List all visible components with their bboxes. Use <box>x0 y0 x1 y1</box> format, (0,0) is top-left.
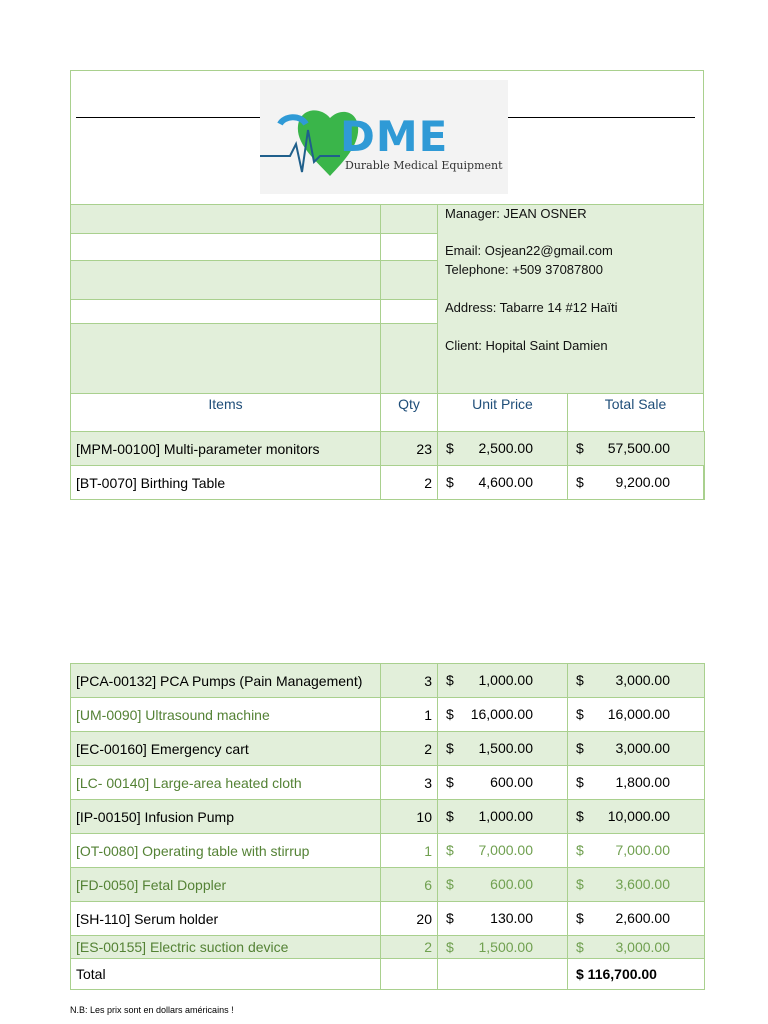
items-table-page1 <box>70 431 705 500</box>
blank-cell-5 <box>380 323 438 394</box>
item-name: [BT-0070] Birthing Table <box>71 466 381 500</box>
item-total <box>568 664 705 698</box>
currency-symbol: $ <box>446 440 454 456</box>
total-value: 1,800.00 <box>615 774 670 790</box>
currency-symbol: $ <box>576 774 584 790</box>
item-total <box>568 466 705 500</box>
item-unit-price <box>438 466 568 500</box>
address-text: Address: Tabarre 14 #12 Haïti <box>445 300 618 315</box>
currency-symbol: $ <box>446 842 454 858</box>
item-qty: 1 <box>381 698 438 732</box>
unit-price-value: 16,000.00 <box>470 706 533 722</box>
blank-cell-2 <box>380 233 438 261</box>
table-row <box>71 466 705 500</box>
item-qty: 1 <box>381 834 438 868</box>
item-name: [SH-110] Serum holder <box>71 902 381 936</box>
unit-price-value: 2,500.00 <box>478 440 533 456</box>
item-unit-price <box>438 936 568 959</box>
header-items: Items <box>208 396 243 412</box>
item-qty: 20 <box>381 902 438 936</box>
total-row <box>71 959 705 990</box>
item-unit-price <box>438 902 568 936</box>
item-total <box>568 766 705 800</box>
table-row <box>71 868 705 902</box>
header-qty: Qty <box>398 396 420 412</box>
item-qty: 23 <box>381 432 438 466</box>
total-label: Total <box>71 959 381 990</box>
client-text: Client: Hopital Saint Damien <box>445 338 608 353</box>
item-name: [IP-00150] Infusion Pump <box>71 800 381 834</box>
blank-row-2 <box>70 233 381 261</box>
item-unit-price <box>438 732 568 766</box>
telephone-text: Telephone: +509 37087800 <box>445 262 603 277</box>
total-value: 9,200.00 <box>615 474 670 490</box>
currency-symbol: $ <box>576 842 584 858</box>
unit-price-value: 600.00 <box>490 774 533 790</box>
item-total <box>568 902 705 936</box>
currency-symbol: $ <box>446 808 454 824</box>
brand-tagline: Durable Medical Equipment <box>345 159 503 172</box>
currency-symbol: $ <box>446 910 454 926</box>
blank-cell-4 <box>380 299 438 324</box>
item-name: [LC- 00140] Large-area heated cloth <box>71 766 381 800</box>
total-value: 3,000.00 <box>615 672 670 688</box>
currency-symbol: $ <box>576 440 584 456</box>
item-total <box>568 732 705 766</box>
total-value: 2,600.00 <box>615 910 670 926</box>
table-row <box>71 936 705 959</box>
unit-price-value: 1,000.00 <box>478 808 533 824</box>
unit-price-value: 4,600.00 <box>478 474 533 490</box>
currency-symbol: $ <box>576 672 584 688</box>
item-qty: 2 <box>381 936 438 959</box>
currency-symbol: $ <box>446 672 454 688</box>
manager-text: Manager: JEAN OSNER <box>445 206 587 221</box>
blank-cell-1 <box>380 204 438 234</box>
item-name: [OT-0080] Operating table with stirrup <box>71 834 381 868</box>
currency-symbol: $ <box>446 740 454 756</box>
total-value: 57,500.00 <box>607 440 670 456</box>
currency-symbol: $ <box>446 474 454 490</box>
item-total <box>568 432 705 466</box>
item-unit-price <box>438 432 568 466</box>
item-unit-price <box>438 834 568 868</box>
item-qty: 2 <box>381 466 438 500</box>
item-qty: 3 <box>381 664 438 698</box>
unit-price-value: 1,500.00 <box>478 939 533 955</box>
items-table-page2 <box>70 663 705 990</box>
item-qty: 2 <box>381 732 438 766</box>
item-unit-price <box>438 766 568 800</box>
currency-symbol: $ <box>576 808 584 824</box>
currency-symbol: $ <box>576 910 584 926</box>
blank-row-4 <box>70 299 381 324</box>
currency-symbol: $ <box>576 939 584 955</box>
table-row <box>71 664 705 698</box>
item-total <box>568 834 705 868</box>
currency-symbol: $ <box>576 474 584 490</box>
total-value: 3,000.00 <box>615 740 670 756</box>
table-row <box>71 834 705 868</box>
item-unit-price <box>438 698 568 732</box>
header-rule-right <box>508 117 695 118</box>
total-unit-empty <box>438 959 568 990</box>
table-row <box>71 766 705 800</box>
total-qty-empty <box>381 959 438 990</box>
table-row <box>71 698 705 732</box>
footnote: N.B: Les prix sont en dollars américains ! <box>70 1005 234 1015</box>
item-total <box>568 868 705 902</box>
item-name: [UM-0090] Ultrasound machine <box>71 698 381 732</box>
item-unit-price <box>438 800 568 834</box>
currency-symbol: $ <box>576 740 584 756</box>
total-value: 16,000.00 <box>607 706 670 722</box>
unit-price-value: 1,000.00 <box>478 672 533 688</box>
item-name: [EC-00160] Emergency cart <box>71 732 381 766</box>
currency-symbol: $ <box>576 876 584 892</box>
email-text: Email: Osjean22@gmail.com <box>445 243 613 258</box>
table-row <box>71 902 705 936</box>
item-qty: 3 <box>381 766 438 800</box>
table-row <box>71 732 705 766</box>
contact-info-panel <box>437 204 704 394</box>
total-value: 10,000.00 <box>607 808 670 824</box>
table-row <box>71 432 705 466</box>
item-total <box>568 800 705 834</box>
unit-price-value: 130.00 <box>490 910 533 926</box>
total-value: 3,000.00 <box>615 939 670 955</box>
item-name: [ES-00155] Electric suction device <box>71 936 381 959</box>
currency-symbol: $ <box>446 774 454 790</box>
currency-symbol: $ <box>446 706 454 722</box>
item-name: [PCA-00132] PCA Pumps (Pain Management) <box>71 664 381 698</box>
currency-symbol: $ <box>446 939 454 955</box>
blank-cell-3 <box>380 260 438 300</box>
item-unit-price <box>438 868 568 902</box>
blank-row-3 <box>70 260 381 300</box>
blank-row-1 <box>70 204 381 234</box>
item-qty: 6 <box>381 868 438 902</box>
header-rule-left <box>76 117 262 118</box>
total-value: 3,600.00 <box>615 876 670 892</box>
currency-symbol: $ <box>576 706 584 722</box>
item-name: [MPM-00100] Multi-parameter monitors <box>71 432 381 466</box>
grand-total: $ 116,700.00 <box>568 959 705 990</box>
header-total-sale: Total Sale <box>604 396 667 412</box>
unit-price-value: 1,500.00 <box>478 740 533 756</box>
item-total <box>568 698 705 732</box>
item-total <box>568 936 705 959</box>
currency-symbol: $ <box>446 876 454 892</box>
total-value: 7,000.00 <box>615 842 670 858</box>
item-unit-price <box>438 664 568 698</box>
header-unit-price: Unit Price <box>472 396 533 412</box>
unit-price-value: 600.00 <box>490 876 533 892</box>
table-row <box>71 800 705 834</box>
brand-name: DME <box>340 112 449 161</box>
item-qty: 10 <box>381 800 438 834</box>
item-name: [FD-0050] Fetal Doppler <box>71 868 381 902</box>
blank-row-5 <box>70 323 381 394</box>
unit-price-value: 7,000.00 <box>478 842 533 858</box>
